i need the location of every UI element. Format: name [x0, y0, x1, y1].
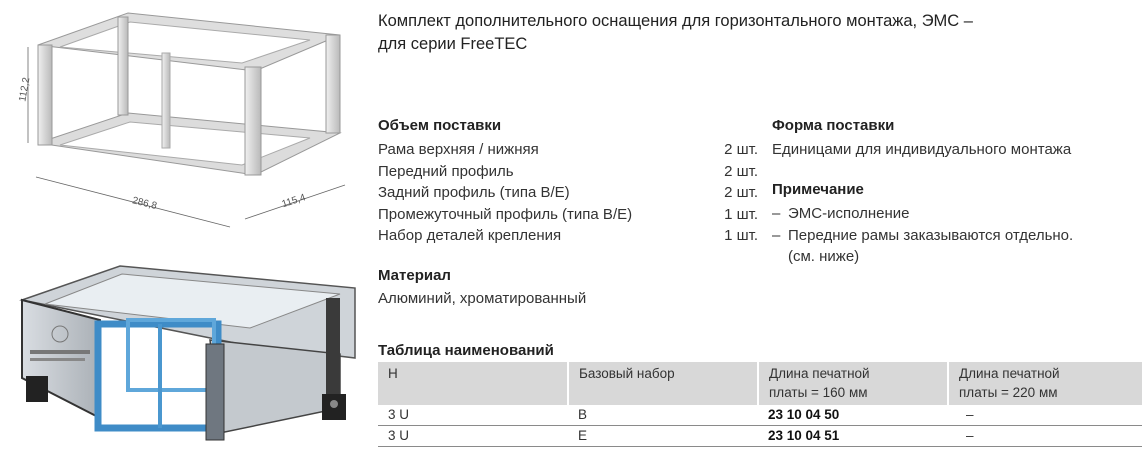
col-header-base: Базовый набор [568, 362, 758, 405]
page-title [378, 10, 1138, 56]
material-text: Алюминий, хроматированный [378, 290, 587, 307]
cell-part-160: 23 10 04 51 [758, 426, 948, 447]
names-table [378, 362, 1142, 447]
note-dash: – [772, 226, 781, 244]
note-item-continuation [772, 246, 1142, 268]
scope-item [378, 182, 758, 204]
dim-width-label: 286,8 [131, 195, 158, 212]
col-header-220-line2: платы = 220 мм [959, 385, 1058, 400]
form-heading: Форма поставки [772, 117, 895, 134]
scope-item [378, 204, 758, 226]
frame-dimension-drawing [10, 5, 360, 235]
product-photo [10, 258, 360, 458]
table-row [378, 405, 1142, 426]
note-item [772, 225, 1142, 247]
scope-item-qty: 1 шт. [724, 205, 758, 223]
scope-item-name: Рама верхняя / нижняя [378, 141, 539, 158]
table-header-row [378, 362, 1142, 405]
table-row [378, 426, 1142, 447]
note-heading: Примечание [772, 181, 864, 198]
title-line-1: Комплект дополнительного оснащения для горизонтального монтажа, ЭМС – [378, 12, 973, 30]
col-header-h: H [378, 362, 568, 405]
cell-part-220: – [948, 426, 1142, 447]
dim-height-label: 112,2 [17, 76, 33, 103]
scope-item-name: Передний профиль [378, 162, 514, 180]
scope-item-name: Промежуточный профиль (типа B/E) [378, 205, 633, 223]
col-header-220 [948, 362, 1142, 405]
col-header-160-line2: платы = 160 мм [769, 385, 868, 400]
scope-item-name: Задний профиль (типа B/E) [378, 184, 570, 201]
scope-list [378, 139, 758, 247]
scope-item [378, 139, 758, 161]
cell-part-220: – [948, 405, 1142, 426]
dim-depth-label: 115,4 [280, 192, 308, 211]
cell-h: 3 U [378, 405, 568, 426]
scope-heading: Объем поставки [378, 117, 502, 134]
note-dash: – [772, 205, 781, 222]
cell-base: E [568, 426, 758, 447]
scope-item [378, 161, 758, 183]
cell-part-160: 23 10 04 50 [758, 405, 948, 426]
scope-item-qty: 2 шт. [724, 141, 758, 158]
cell-base: B [568, 405, 758, 426]
col-header-160 [758, 362, 948, 405]
note-list [772, 203, 1142, 268]
material-heading: Материал [378, 267, 451, 284]
scope-item-name: Набор деталей крепления [378, 227, 562, 244]
note-item-text: ЭМС-исполнение [788, 205, 910, 222]
note-item-text: Передние рамы заказываются отдельно. [788, 226, 1074, 244]
form-text: Единицами для индивидуального монтажа [772, 141, 1072, 158]
scope-item-qty: 2 шт. [724, 162, 758, 180]
cell-h: 3 U [378, 426, 568, 447]
col-header-220-line1: Длина печатной [959, 366, 1060, 381]
title-line-2: для серии FreeTEC [378, 35, 528, 53]
note-continuation-text: (см. ниже) [788, 248, 860, 265]
col-header-160-line1: Длина печатной [769, 366, 870, 381]
scope-item-qty: 2 шт. [724, 184, 758, 201]
table-heading: Таблица наименований [378, 342, 554, 359]
scope-item [378, 225, 758, 247]
scope-item-qty: 1 шт. [724, 227, 758, 244]
note-item [772, 203, 1142, 225]
